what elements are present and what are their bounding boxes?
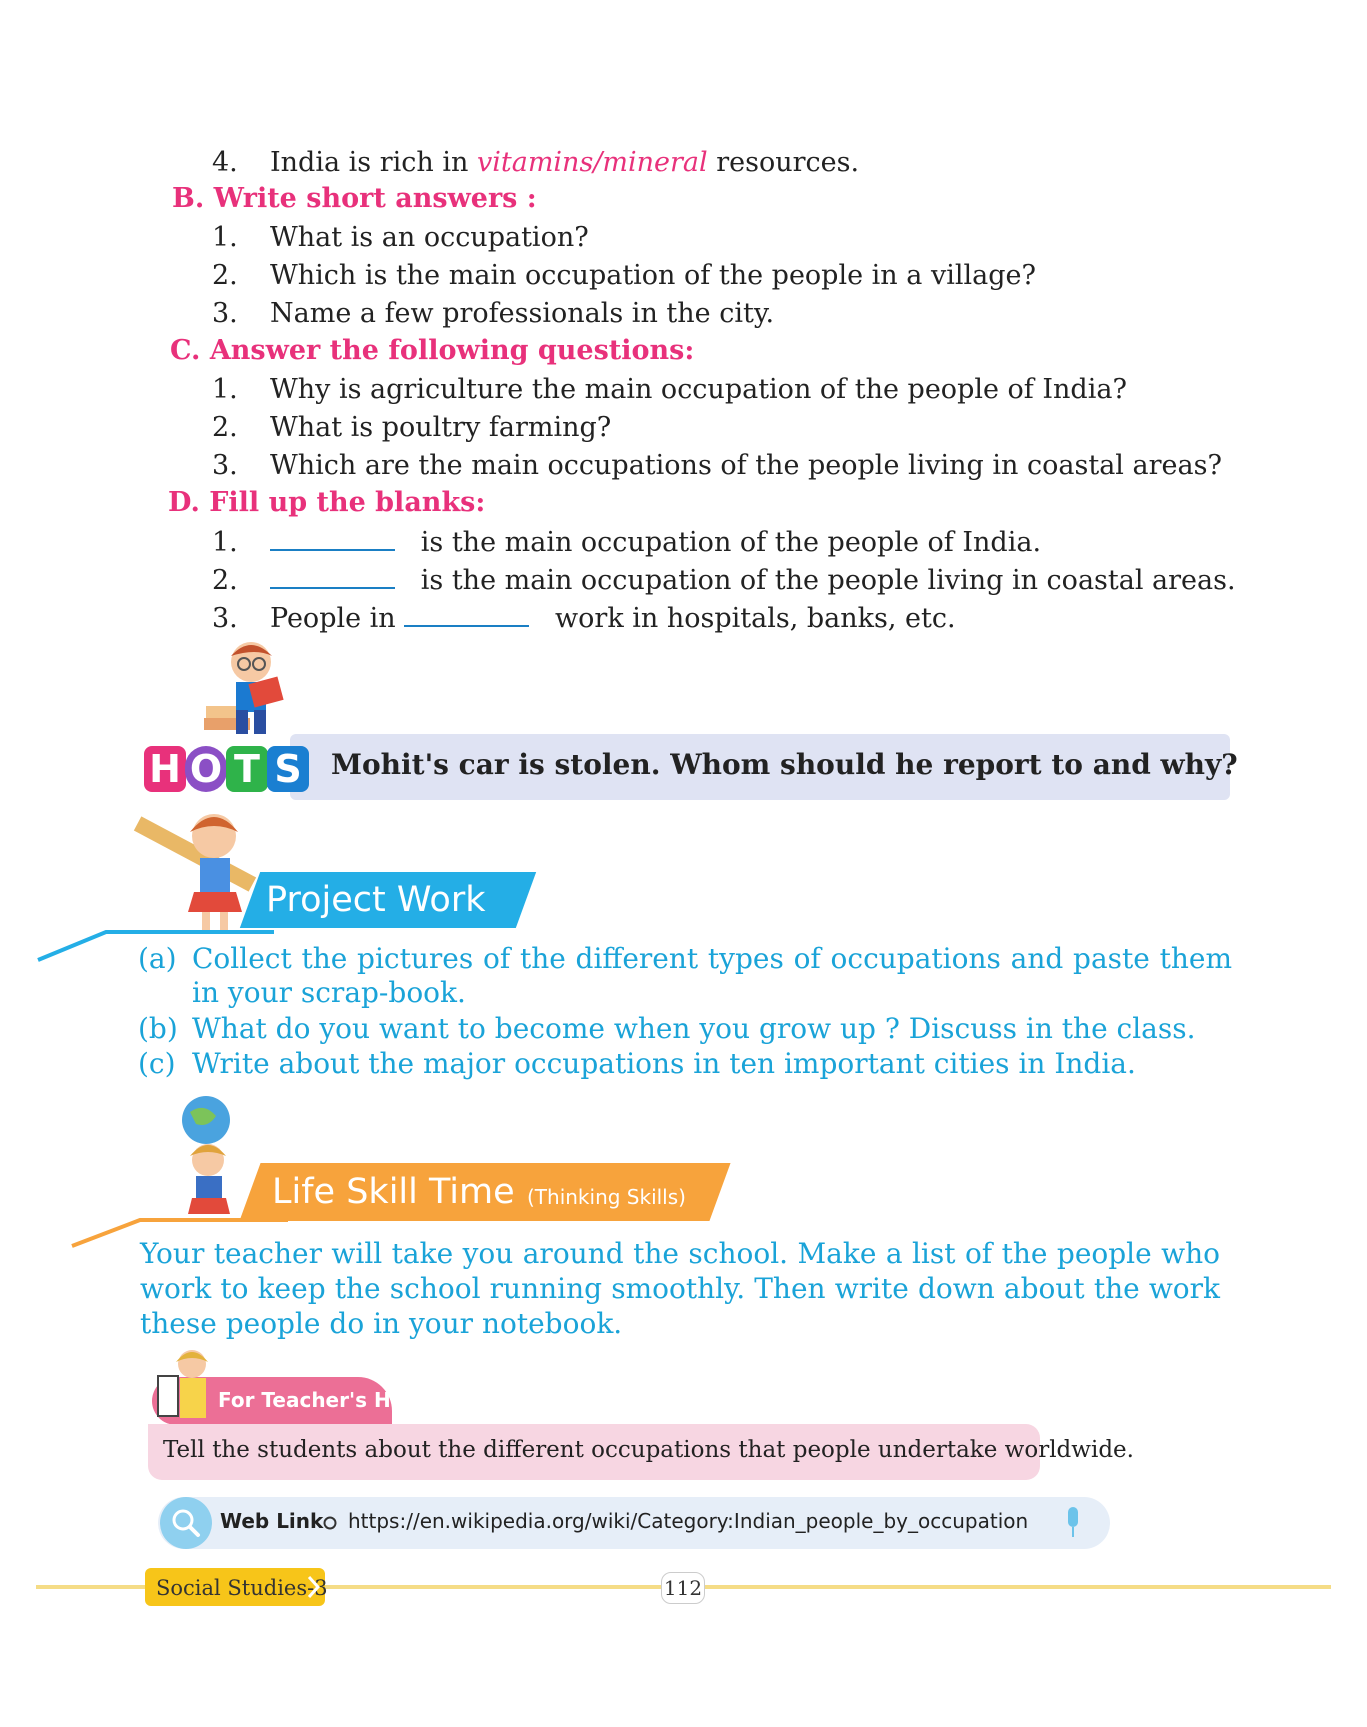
hots-letter-t: T [226,746,268,792]
item-number: 3. [212,603,238,634]
project-item-text: Write about the major occupations in ten important cities in India. [192,1047,1136,1080]
blank-line[interactable] [270,527,395,551]
project-item-text: What do you want to become when you grow up ? Discuss in the class. [192,1012,1196,1045]
web-link-label: Web Link [220,1509,324,1533]
project-work-title: Project Work [266,880,486,920]
hots-letter-h: H [144,746,186,792]
life-skill-title: Life Skill Time [272,1172,515,1212]
item-text: People in work in hospitals, banks, etc. [270,603,956,634]
item-text: What is poultry farming? [270,412,612,443]
web-link-url[interactable]: https://en.wikipedia.org/wiki/Category:Indian_people_by_occupation [348,1509,1029,1533]
item-number: 3. [212,450,238,481]
item-number: 3. [212,298,238,329]
chevron-right-icon [306,1574,322,1600]
search-icon [160,1497,212,1549]
bullet-circle-icon [322,1515,338,1531]
project-item-label: (a) [138,942,177,975]
section-d-heading: D. Fill up the blanks: [168,487,486,518]
blank-line[interactable] [404,603,529,627]
item-number: 2. [212,412,238,443]
microphone-icon [1063,1505,1083,1541]
life-skill-text: Your teacher will take you around the school. Make a list of the people who work to keep the school running smoothly. Then write down about the work these people do in your notebook. [140,1237,1220,1340]
project-item-label: (c) [138,1047,176,1080]
teacher-illustration [152,1346,218,1428]
item-text: Which are the main occupations of the people living in coastal areas? [270,450,1222,481]
teacher-help-title: For Teacher's Help [218,1388,426,1412]
boy-reading-illustration [196,640,296,750]
hots-question: Mohit's car is stolen. Whom should he report to and why? [331,748,1238,781]
item-number: 1. [212,222,238,253]
girl-with-globe-illustration [160,1094,250,1224]
item-number: 1. [212,527,238,558]
item-number: 2. [212,565,238,596]
item-text: is the main occupation of the people of India. [270,526,1041,560]
life-skill-subtitle: (Thinking Skills) [527,1185,686,1209]
item-text: Name a few professionals in the city. [270,298,775,329]
item-number: 4. [212,147,238,178]
footer-book-title: Social Studies-3 [156,1576,328,1600]
page-number: 112 [661,1572,705,1604]
item-text: Which is the main occupation of the people in a village? [270,260,1036,291]
project-item-label: (b) [138,1012,178,1045]
section-b-heading: B. Write short answers : [172,183,537,214]
hots-letter-o: O [185,746,227,792]
teacher-help-text: Tell the students about the different occupations that people undertake worldwide. [163,1437,1134,1463]
item-number: 2. [212,260,238,291]
item-text: is the main occupation of the people living in coastal areas. [270,564,1236,598]
project-item-text: Collect the pictures of the different types of occupations and paste them in your scrap-book. [192,942,1232,1009]
item-text: Why is agriculture the main occupation of the people of India? [270,374,1127,405]
item-text: India is rich in vitamins/mineral resources. [270,147,860,178]
item-number: 1. [212,374,238,405]
section-c-heading: C. Answer the following questions: [170,335,695,366]
hots-letter-s: S [267,746,309,792]
blank-line[interactable] [270,565,395,589]
item-text: What is an occupation? [270,222,589,253]
